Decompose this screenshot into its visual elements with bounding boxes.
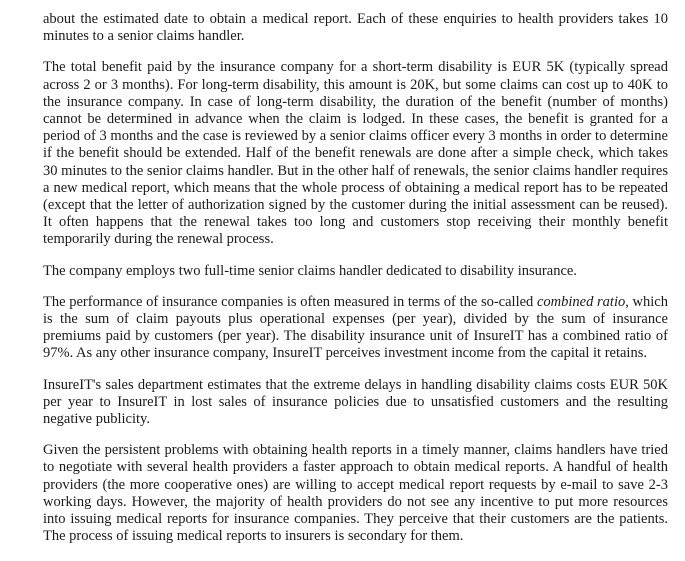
combined-ratio-term: combined ratio [536, 293, 626, 310]
paragraph-enquiries: about the estimated date to obtain a medical report. Each of these enquiries to health providers takes 10 minutes to a senior claims handler. [43, 11, 668, 45]
combined-ratio-text-before: The performance of insurance companies is often measured in terms of the so-called [43, 293, 537, 310]
document-page [43, 11, 668, 545]
paragraph-health-providers: Given the persistent problems with obtaining health reports in a timely manner, claims handlers have tried to negotiate with several health providers a faster approach to obtain medical reports. A handful of health providers (the more cooperative ones) are willing to accept medical report requests by e-mail to save 2-3 working days. However, the majority of health providers do not see any incentive to put more resources into issuing medical reports for insurance companies. They perceive that their customers are the patients. The process of issuing medical reports to insurers is secondary for them. [43, 442, 668, 545]
paragraph-staffing: The company employs two full-time senior claims handler dedicated to disability insurance. [43, 262, 577, 279]
paragraph-benefit: The total benefit paid by the insurance company for a short-term disability is EUR 5K (typically spread across 2 or 3 months). For long-term disability, this amount is 20K, but some claims can cost up to 40K to the insurance company. In case of long-term disability, the duration of the benefit (number of months) cannot be determined in advance when the claim is lodged. In these cases, the benefit is granted for a period of 3 months and the case is reviewed by a senior claims officer every 3 months in order to determine if the benefit should be extended. Half of the benefit renewals are done after a simple check, which takes 30 minutes to the senior claims handler. But in the other half of renewals, the senior claims handler requires a new medical report, which means that the whole process of obtaining a medical report has to be repeated (except that the letter of authorization signed by the customer during the initial assessment can be reused). It often happens that the renewal takes too long and customers stop receiving their monthly benefit temporarily during the renewal process. [43, 59, 668, 248]
combined-ratio-text-after: , which is the sum of claim payouts plus operational expenses (per year), divided by the sum of insurance premiums paid by customers (per year). The disability insurance unit of InsureIT has a combined ratio of 97%. As any other insurance company, InsureIT perceives investment income from the capital it retains. [43, 293, 668, 362]
paragraph-sales-loss: InsureIT's sales department estimates that the extreme delays in handling disability claims costs EUR 50K per year to InsureIT in lost sales of insurance policies due to unsatisfied customers and the resulting negative publicity. [43, 376, 668, 428]
paragraph-combined-ratio [43, 294, 668, 363]
